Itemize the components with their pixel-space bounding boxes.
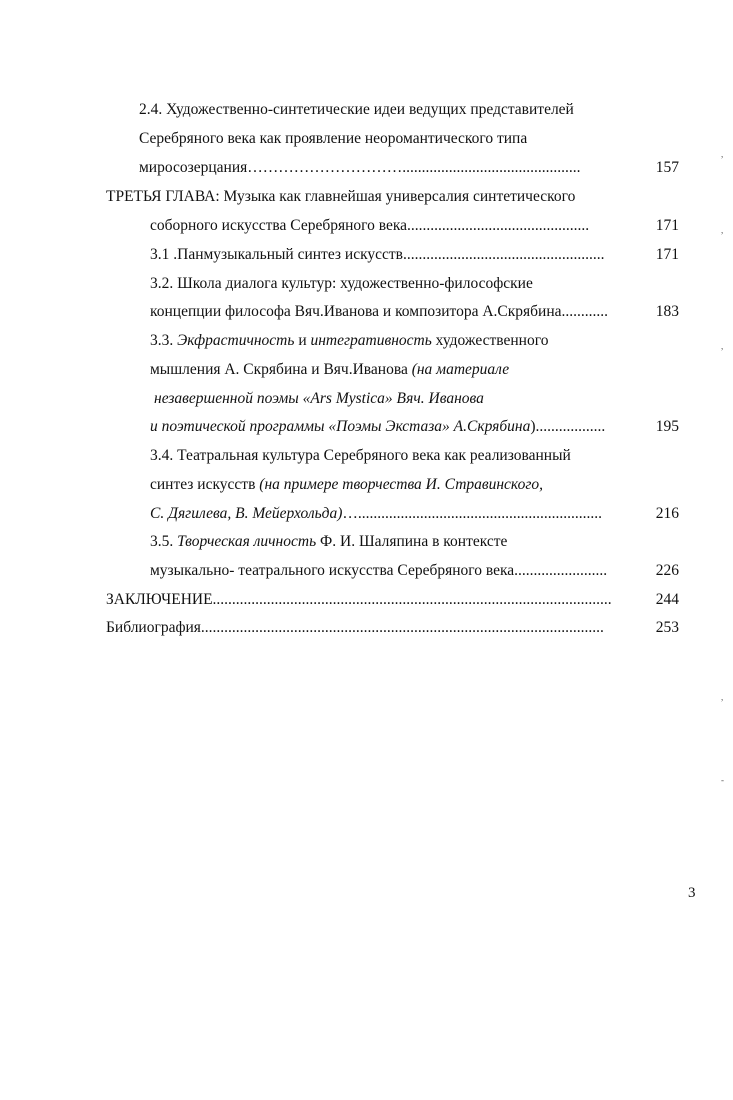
toc-3-3-line-1: [150, 331, 548, 351]
toc-3-5-line-1: [150, 532, 507, 552]
toc-3-3-line-2-italic: (на материале: [411, 361, 510, 378]
toc-bibliography: Библиография........................................................................................................: [106, 619, 604, 636]
margin-mark: ,: [721, 692, 724, 702]
toc-3-4-line-3-italic: С. Дягилева, В. Мейерхольда): [150, 505, 343, 522]
toc-3-3-line-2: [150, 360, 509, 380]
toc-3-3-line-4-italic: и поэтической программы «Поэмы Экстаза» А.Скрябина: [150, 418, 531, 435]
toc-conclusion-page: 244: [655, 591, 679, 608]
toc-3-3-term-2: интегративность: [310, 332, 432, 349]
toc-3-5-page: 226: [655, 562, 679, 579]
toc-chapter-3-line-1: ТРЕТЬЯ ГЛАВА: Музыка как главнейшая универсалия синтетического: [106, 188, 576, 205]
toc-3-3-page: 195: [655, 418, 679, 435]
margin-mark: -: [721, 775, 724, 785]
toc-3-2-line-1: 3.2. Школа диалога культур: художественно-философские: [150, 275, 533, 292]
toc-chapter-3-line-2: соборного искусства Серебряного века...............................................: [150, 217, 590, 234]
toc-3-4-page: 216: [655, 505, 679, 522]
toc-3-3-conjunction: и: [294, 332, 311, 349]
toc-3-3-line-4: [150, 417, 605, 437]
toc-3-5-number: 3.5.: [150, 533, 178, 550]
toc-2-4-line-3: миросозерцания…………………………..............................................: [139, 159, 581, 176]
toc-3-2-page: 183: [655, 303, 679, 320]
toc-2-4-line-1: 2.4. Художественно-синтетические идеи ведущих представителей: [139, 101, 574, 118]
margin-mark: ,: [721, 341, 724, 351]
toc-3-5-line-2: музыкально- театрального искусства Серебряного века........................: [150, 562, 608, 579]
toc-chapter-3-page: 171: [655, 217, 679, 234]
toc-3-3-number: 3.3.: [150, 332, 178, 349]
toc-2-4-line-2: Серебряного века как проявление неоромантического типа: [139, 130, 528, 147]
toc-3-4-line-3: [150, 504, 602, 524]
margin-mark: ,: [721, 149, 724, 159]
toc-conclusion: ЗАКЛЮЧЕНИЕ.......................................................................................................: [106, 591, 612, 608]
margin-mark: ,: [721, 225, 724, 235]
toc-3-3-term-1: Экфрастичность: [177, 332, 295, 349]
toc-3-5-line-1-rest: Ф. И. Шаляпина в контексте: [316, 533, 508, 550]
page-number: 3: [688, 885, 696, 901]
toc-3-4-line-2-italic: (на примере творчества И. Стравинского,: [259, 476, 544, 493]
toc-3-2-line-2: концепции философа Вяч.Иванова и композитора А.Скрябина............: [150, 303, 609, 320]
toc-3-3-line-1-rest: художественного: [431, 332, 549, 349]
toc-3-4-line-1: 3.4. Театральная культура Серебряного века как реализованный: [150, 447, 571, 464]
toc-3-4-line-2-text: синтез искусств: [150, 476, 260, 493]
toc-2-4-page: 157: [655, 159, 679, 176]
toc-3-3-line-4-rest: )..................: [530, 418, 606, 435]
toc-3-3-line-2-text: мышления А. Скрябина и Вяч.Иванова: [150, 361, 412, 378]
toc-bibliography-page: 253: [655, 619, 679, 636]
toc-3-4-line-3-rest: …...............................................................: [342, 505, 603, 522]
toc-3-5-italic: Творческая личность: [177, 533, 317, 550]
toc-3-3-line-3: незавершенной поэмы «Ars Mystica» Вяч. Иванова: [154, 390, 484, 407]
toc-3-4-line-2: [150, 475, 543, 495]
toc-3-1-page: 171: [655, 246, 679, 263]
toc-3-1-line-1: 3.1 .Панмузыкальный синтез искусств....................................................: [150, 246, 605, 263]
